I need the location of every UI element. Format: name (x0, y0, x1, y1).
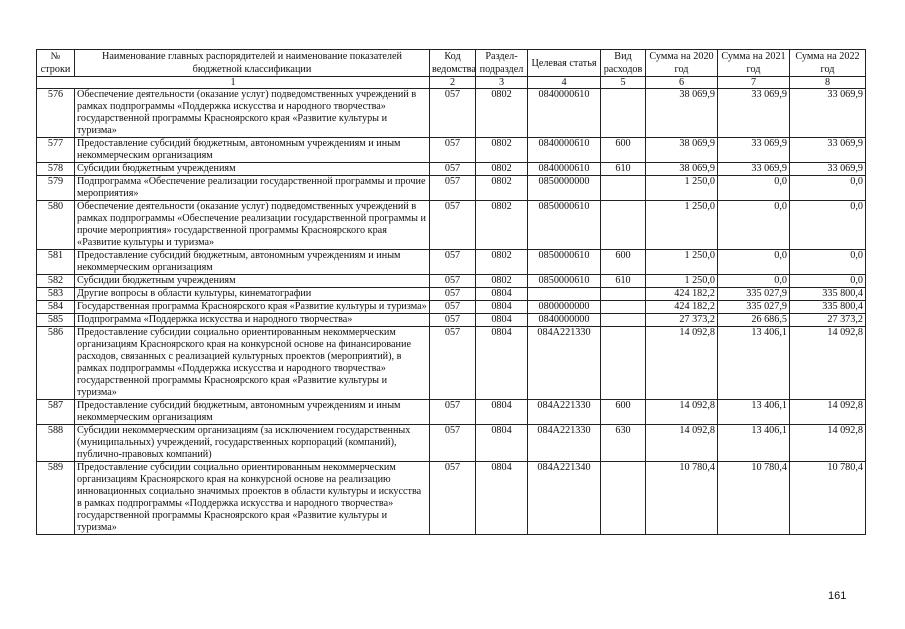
column-number-cell: 2 (430, 77, 476, 89)
table-row (37, 201, 866, 250)
row-sum-2021: 13 406,1 (718, 400, 790, 425)
row-number: 579 (37, 176, 75, 201)
row-sum-2021: 0,0 (718, 201, 790, 250)
header-target: Целевая статья (528, 50, 601, 77)
row-sum-2022: 14 092,8 (790, 425, 866, 462)
table-row (37, 250, 866, 275)
column-number-cell: 1 (37, 77, 430, 89)
row-sum-2021: 0,0 (718, 250, 790, 275)
row-section-code: 0804 (476, 400, 528, 425)
column-number-row (37, 77, 866, 89)
row-expense-type (601, 89, 646, 138)
row-target-code: 0850000610 (528, 201, 601, 250)
row-number: 584 (37, 301, 75, 314)
row-expense-type (601, 176, 646, 201)
row-name: Государственная программа Красноярского края «Развитие культуры и туризма» (75, 301, 430, 314)
row-sum-2021: 13 406,1 (718, 327, 790, 400)
row-number: 580 (37, 201, 75, 250)
row-target-code: 0850000000 (528, 176, 601, 201)
row-sum-2022: 0,0 (790, 250, 866, 275)
row-sum-2022: 0,0 (790, 176, 866, 201)
row-sum-2020: 38 069,9 (646, 89, 718, 138)
column-number-cell: 8 (790, 77, 866, 89)
row-sum-2022: 335 800,4 (790, 288, 866, 301)
row-expense-type (601, 462, 646, 535)
row-dept-code: 057 (430, 201, 476, 250)
row-target-code: 084A221330 (528, 327, 601, 400)
row-sum-2021: 33 069,9 (718, 163, 790, 176)
table-row (37, 89, 866, 138)
row-sum-2020: 38 069,9 (646, 163, 718, 176)
row-sum-2022: 33 069,9 (790, 138, 866, 163)
row-sum-2021: 13 406,1 (718, 425, 790, 462)
row-sum-2021: 335 027,9 (718, 288, 790, 301)
row-dept-code: 057 (430, 288, 476, 301)
header-row (37, 50, 866, 77)
row-dept-code: 057 (430, 163, 476, 176)
row-section-code: 0802 (476, 275, 528, 288)
row-dept-code: 057 (430, 425, 476, 462)
row-section-code: 0804 (476, 301, 528, 314)
row-name: Субсидии некоммерческим организациям (за исключением государственных (муниципальных) учреждений, государственных корпораций (компаний), публично-правовых компаний) (75, 425, 430, 462)
table-row (37, 327, 866, 400)
row-section-code: 0802 (476, 250, 528, 275)
row-sum-2022: 335 800,4 (790, 301, 866, 314)
row-sum-2021: 26 686,5 (718, 314, 790, 327)
row-expense-type: 600 (601, 250, 646, 275)
row-name: Субсидии бюджетным учреждениям (75, 275, 430, 288)
row-expense-type: 630 (601, 425, 646, 462)
row-sum-2022: 0,0 (790, 275, 866, 288)
table-row (37, 275, 866, 288)
row-expense-type (601, 301, 646, 314)
row-expense-type: 610 (601, 275, 646, 288)
row-sum-2020: 1 250,0 (646, 176, 718, 201)
page-number: 161 (828, 590, 847, 602)
header-name: Наименование главных распорядителей и наименование показателей бюджетной классификации (75, 50, 430, 77)
header-num: № строки (37, 50, 75, 77)
row-sum-2022: 33 069,9 (790, 89, 866, 138)
row-number: 581 (37, 250, 75, 275)
row-section-code: 0802 (476, 201, 528, 250)
row-dept-code: 057 (430, 176, 476, 201)
row-dept-code: 057 (430, 275, 476, 288)
row-target-code: 084A221330 (528, 425, 601, 462)
row-dept-code: 057 (430, 138, 476, 163)
row-name: Предоставление субсидий бюджетным, автономным учреждениям и иным некоммерческим организациям (75, 400, 430, 425)
row-name: Обеспечение деятельности (оказание услуг) подведомственных учреждений в рамках подпрограммы «Обеспечение реализации государственной программы и прочие мероприятия» государственной программы Красноярского края «Развитие культуры и туризма» (75, 201, 430, 250)
row-sum-2022: 33 069,9 (790, 163, 866, 176)
row-target-code: 0850000610 (528, 275, 601, 288)
row-dept-code: 057 (430, 250, 476, 275)
row-target-code: 0800000000 (528, 301, 601, 314)
row-section-code: 0804 (476, 425, 528, 462)
table-row (37, 314, 866, 327)
row-sum-2021: 33 069,9 (718, 138, 790, 163)
header-dept: Код ведомства (430, 50, 476, 77)
row-dept-code: 057 (430, 400, 476, 425)
row-number: 576 (37, 89, 75, 138)
row-expense-type: 610 (601, 163, 646, 176)
row-section-code: 0804 (476, 327, 528, 400)
row-sum-2021: 0,0 (718, 176, 790, 201)
header-section: Раздел-подраздел (476, 50, 528, 77)
row-number: 585 (37, 314, 75, 327)
budget-table (36, 49, 866, 535)
row-number: 587 (37, 400, 75, 425)
row-number: 582 (37, 275, 75, 288)
row-name: Обеспечение деятельности (оказание услуг) подведомственных учреждений в рамках подпрограммы «Поддержка искусства и народного творчества» государственной программы Красноярского края «Развитие культуры и туризма» (75, 89, 430, 138)
row-name: Предоставление субсидии социально ориентированным некоммерческим организациям Красноярского края на конкурсной основе на реализацию инновационных социально значимых проектов в области культуры и искусства в рамках подпрограммы «Поддержка искусства и народного творчества» государственной программы Красноярского края «Развитие культуры и туризма» (75, 462, 430, 535)
row-sum-2020: 1 250,0 (646, 201, 718, 250)
row-sum-2021: 0,0 (718, 275, 790, 288)
row-sum-2022: 10 780,4 (790, 462, 866, 535)
row-expense-type: 600 (601, 138, 646, 163)
row-sum-2020: 14 092,8 (646, 400, 718, 425)
row-sum-2020: 38 069,9 (646, 138, 718, 163)
header-sum-2020: Сумма на 2020 год (646, 50, 718, 77)
row-target-code (528, 288, 601, 301)
row-sum-2020: 1 250,0 (646, 250, 718, 275)
row-number: 583 (37, 288, 75, 301)
row-sum-2020: 10 780,4 (646, 462, 718, 535)
row-dept-code: 057 (430, 89, 476, 138)
table-row (37, 138, 866, 163)
row-name: Подпрограмма «Поддержка искусства и народного творчества» (75, 314, 430, 327)
table-row (37, 163, 866, 176)
row-name: Субсидии бюджетным учреждениям (75, 163, 430, 176)
row-sum-2021: 33 069,9 (718, 89, 790, 138)
table-row (37, 400, 866, 425)
row-sum-2020: 424 182,2 (646, 301, 718, 314)
header-sum-2021: Сумма на 2021 год (718, 50, 790, 77)
row-target-code: 0840000610 (528, 163, 601, 176)
row-sum-2020: 14 092,8 (646, 425, 718, 462)
row-name: Предоставление субсидии социально ориентированным некоммерческим организациям Красноярского края на конкурсной основе на финансирование расходов, связанных с реализацией культурных проектов (мероприятий), в рамках подпрограммы «Поддержка искусства и народного творчества» государственной программы Красноярского края «Развитие культуры и туризма» (75, 327, 430, 400)
row-number: 588 (37, 425, 75, 462)
row-section-code: 0802 (476, 176, 528, 201)
row-section-code: 0804 (476, 314, 528, 327)
row-target-code: 0840000610 (528, 138, 601, 163)
row-expense-type (601, 327, 646, 400)
table-row (37, 462, 866, 535)
row-sum-2021: 335 027,9 (718, 301, 790, 314)
row-sum-2022: 14 092,8 (790, 327, 866, 400)
table-row (37, 176, 866, 201)
row-dept-code: 057 (430, 462, 476, 535)
table-row (37, 301, 866, 314)
row-expense-type (601, 288, 646, 301)
row-name: Другие вопросы в области культуры, кинематографии (75, 288, 430, 301)
row-target-code: 084A221340 (528, 462, 601, 535)
row-sum-2022: 0,0 (790, 201, 866, 250)
row-section-code: 0804 (476, 288, 528, 301)
row-dept-code: 057 (430, 314, 476, 327)
column-number-cell: 5 (601, 77, 646, 89)
table-row (37, 425, 866, 462)
row-sum-2020: 424 182,2 (646, 288, 718, 301)
row-section-code: 0802 (476, 163, 528, 176)
row-sum-2020: 14 092,8 (646, 327, 718, 400)
row-sum-2022: 27 373,2 (790, 314, 866, 327)
row-dept-code: 057 (430, 301, 476, 314)
row-sum-2020: 27 373,2 (646, 314, 718, 327)
row-expense-type (601, 314, 646, 327)
column-number-cell: 3 (476, 77, 528, 89)
row-dept-code: 057 (430, 327, 476, 400)
row-sum-2020: 1 250,0 (646, 275, 718, 288)
row-sum-2022: 14 092,8 (790, 400, 866, 425)
row-target-code: 0840000610 (528, 89, 601, 138)
row-expense-type (601, 201, 646, 250)
row-section-code: 0802 (476, 138, 528, 163)
row-sum-2021: 10 780,4 (718, 462, 790, 535)
row-target-code: 0850000610 (528, 250, 601, 275)
row-number: 586 (37, 327, 75, 400)
row-number: 578 (37, 163, 75, 176)
row-target-code: 084A221330 (528, 400, 601, 425)
row-section-code: 0804 (476, 462, 528, 535)
row-number: 577 (37, 138, 75, 163)
header-exp-type: Вид расходов (601, 50, 646, 77)
column-number-cell: 6 (646, 77, 718, 89)
row-section-code: 0802 (476, 89, 528, 138)
row-target-code: 0840000000 (528, 314, 601, 327)
header-sum-2022: Сумма на 2022 год (790, 50, 866, 77)
row-name: Подпрограмма «Обеспечение реализации государственной программы и прочие мероприятия» (75, 176, 430, 201)
column-number-cell: 4 (528, 77, 601, 89)
row-name: Предоставление субсидий бюджетным, автономным учреждениям и иным некоммерческим организациям (75, 250, 430, 275)
row-expense-type: 600 (601, 400, 646, 425)
column-number-cell: 7 (718, 77, 790, 89)
table-row (37, 288, 866, 301)
row-name: Предоставление субсидий бюджетным, автономным учреждениям и иным некоммерческим организациям (75, 138, 430, 163)
row-number: 589 (37, 462, 75, 535)
